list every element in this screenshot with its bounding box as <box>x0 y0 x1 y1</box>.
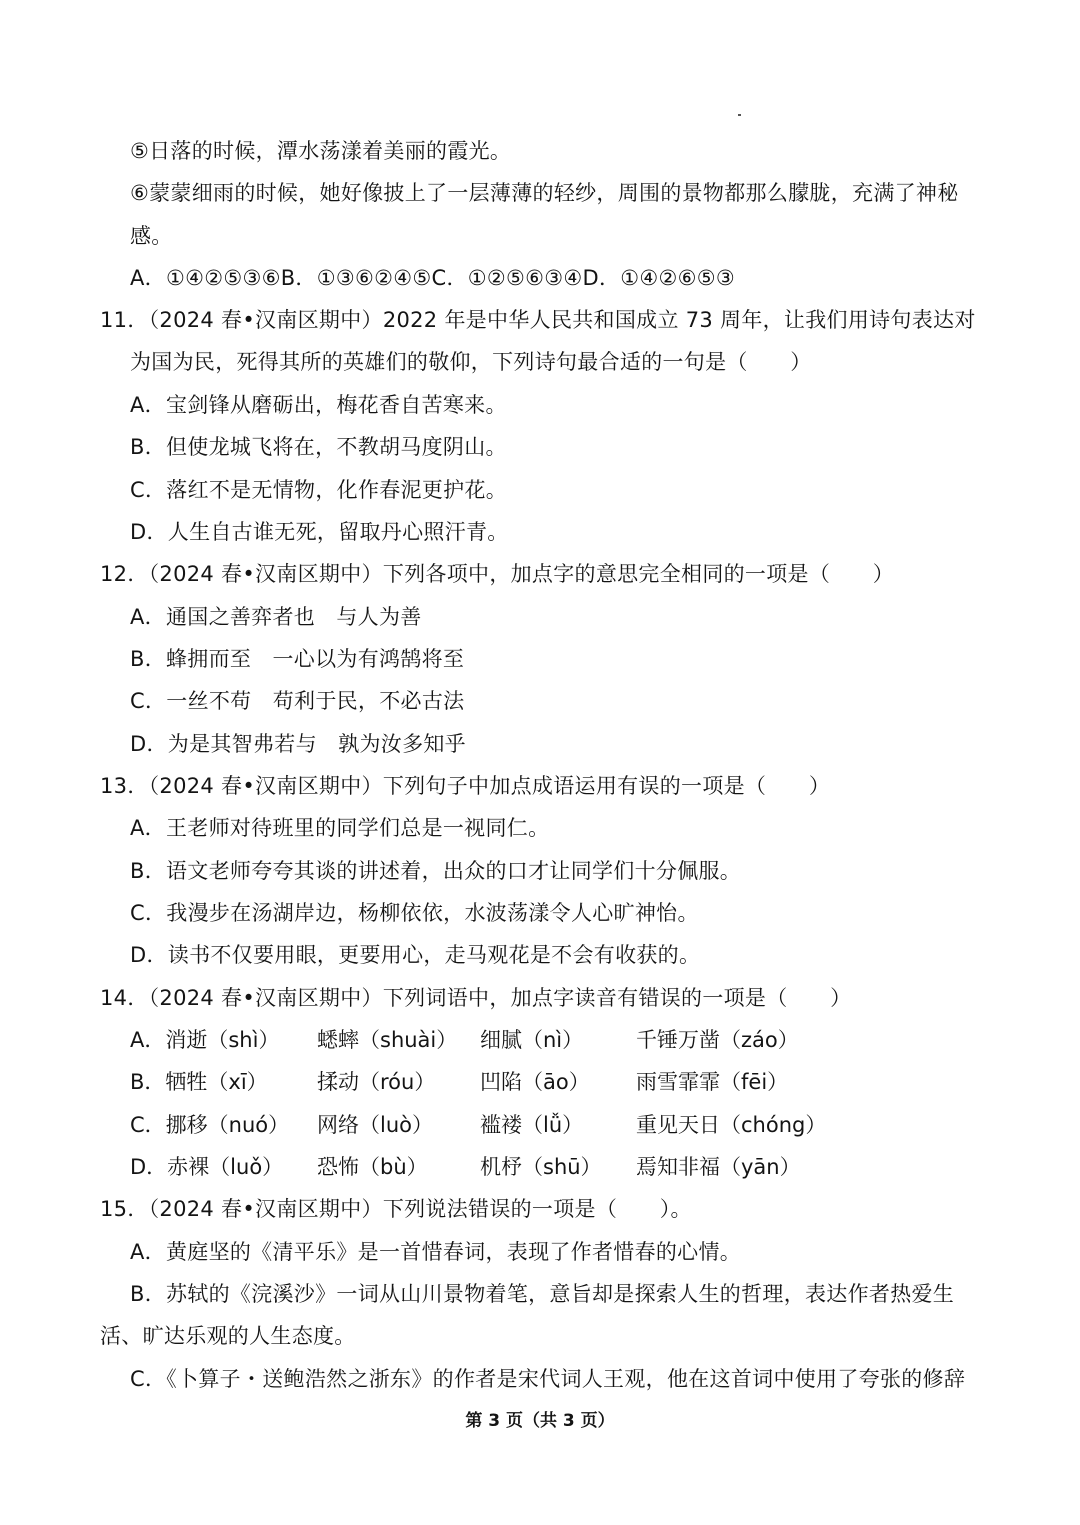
sentence-6: ⑥蒙蒙细雨的时候，她好像披上了一层薄薄的轻纱，周围的景物都那么朦胧，充满了神秘 <box>130 181 959 205</box>
q14-a-3: 细腻（nì） <box>480 1028 584 1052</box>
q11-option-d: D．人生自古谁无死，留取丹心照汗青。 <box>130 520 509 544</box>
q14-d-2: 恐怖（bù） <box>317 1155 428 1179</box>
q14-b-4: 雨雪霏霏（fēi） <box>636 1070 789 1094</box>
q13-stem: 13．（2024 春•汉南区期中）下列句子中加点成语运用有误的一项是（ ） <box>100 774 831 798</box>
q12-option-a: A．通国之善弈者也 与人为善 <box>130 605 422 629</box>
q13-option-c: C．我漫步在汤湖岸边，杨柳依依，水波荡漾令人心旷神怡。 <box>130 901 699 925</box>
q13-option-d: D．读书不仅要用眼，更要用心，走马观花是不会有收获的。 <box>130 943 701 967</box>
scan-speck <box>738 114 741 116</box>
q11-option-b: B．但使龙城飞将在，不教胡马度阴山。 <box>130 435 507 459</box>
q15-option-b: B．苏轼的《浣溪沙》一词从山川景物着笔，意旨却是探索人生的哲理，表达作者热爱生 <box>130 1282 955 1306</box>
q11-option-c: C．落红不是无情物，化作春泥更护花。 <box>130 478 508 502</box>
sentence-6-cont: 感。 <box>130 224 173 248</box>
q14-d-4: 焉知非福（yān） <box>636 1155 801 1179</box>
q14-c-4: 重见天日（chóng） <box>636 1113 827 1137</box>
q13-option-b: B．语文老师夸夸其谈的讲述着，出众的口才让同学们十分佩服。 <box>130 859 742 883</box>
q12-option-c: C．一丝不苟 苟利于民，不必古法 <box>130 689 465 713</box>
q12-stem: 12．（2024 春•汉南区期中）下列各项中，加点字的意思完全相同的一项是（ ） <box>100 562 895 586</box>
q12-option-b: B．蜂拥而至 一心以为有鸿鹄将至 <box>130 647 465 671</box>
q14-stem: 14．（2024 春•汉南区期中）下列词语中，加点字读音有错误的一项是（ ） <box>100 986 852 1010</box>
q14-d-1: D．赤裸（luǒ） <box>130 1155 284 1179</box>
q14-a-1: A．消逝（shì） <box>130 1028 280 1052</box>
q13-option-a: A．王老师对待班里的同学们总是一视同仁。 <box>130 816 550 840</box>
q12-option-d: D．为是其智弗若与 孰为汝多知乎 <box>130 732 466 756</box>
q14-a-2: 蟋蟀（shuài） <box>317 1028 458 1052</box>
q14-b-2: 揉动（róu） <box>317 1070 436 1094</box>
q15-option-b-cont: 活、旷达乐观的人生态度。 <box>100 1324 356 1348</box>
q14-b-3: 凹陷（āo） <box>480 1070 590 1094</box>
q11-stem-cont: 为国为民，死得其所的英雄们的敬仰，下列诗句最合适的一句是（ ） <box>130 350 812 374</box>
sentence-5: ⑤日落的时候，潭水荡漾着美丽的霞光。 <box>130 139 512 163</box>
q14-d-3: 机杼（shū） <box>480 1155 602 1179</box>
q14-c-2: 网络（luò） <box>317 1113 433 1137</box>
q11-option-a: A．宝剑锋从磨砺出，梅花香自苦寒来。 <box>130 393 507 417</box>
q11-stem: 11．（2024 春•汉南区期中）2022 年是中华人民共和国成立 73 周年，让我们用诗句表达对 <box>100 308 976 332</box>
q15-option-c: C．《卜算子・送鲍浩然之浙东》的作者是宋代词人王观，他在这首词中使用了夸张的修辞 <box>130 1367 966 1391</box>
q14-a-4: 千锤万凿（záo） <box>636 1028 799 1052</box>
q15-stem: 15．（2024 春•汉南区期中）下列说法错误的一项是（ ）。 <box>100 1197 692 1221</box>
q14-c-3: 褴褛（lǚ） <box>480 1113 584 1137</box>
q10-options: A．①④②⑤③⑥B．①③⑥②④⑤C．①②⑤⑥③④D．①④②⑥⑤③ <box>130 266 736 290</box>
page-footer: 第 3 页（共 3 页） <box>465 1411 615 1431</box>
q14-c-1: C．挪移（nuó） <box>130 1113 290 1137</box>
q14-b-1: B．牺牲（xī） <box>130 1070 268 1094</box>
q15-option-a: A．黄庭坚的《清平乐》是一首惜春词，表现了作者惜春的心情。 <box>130 1240 742 1264</box>
